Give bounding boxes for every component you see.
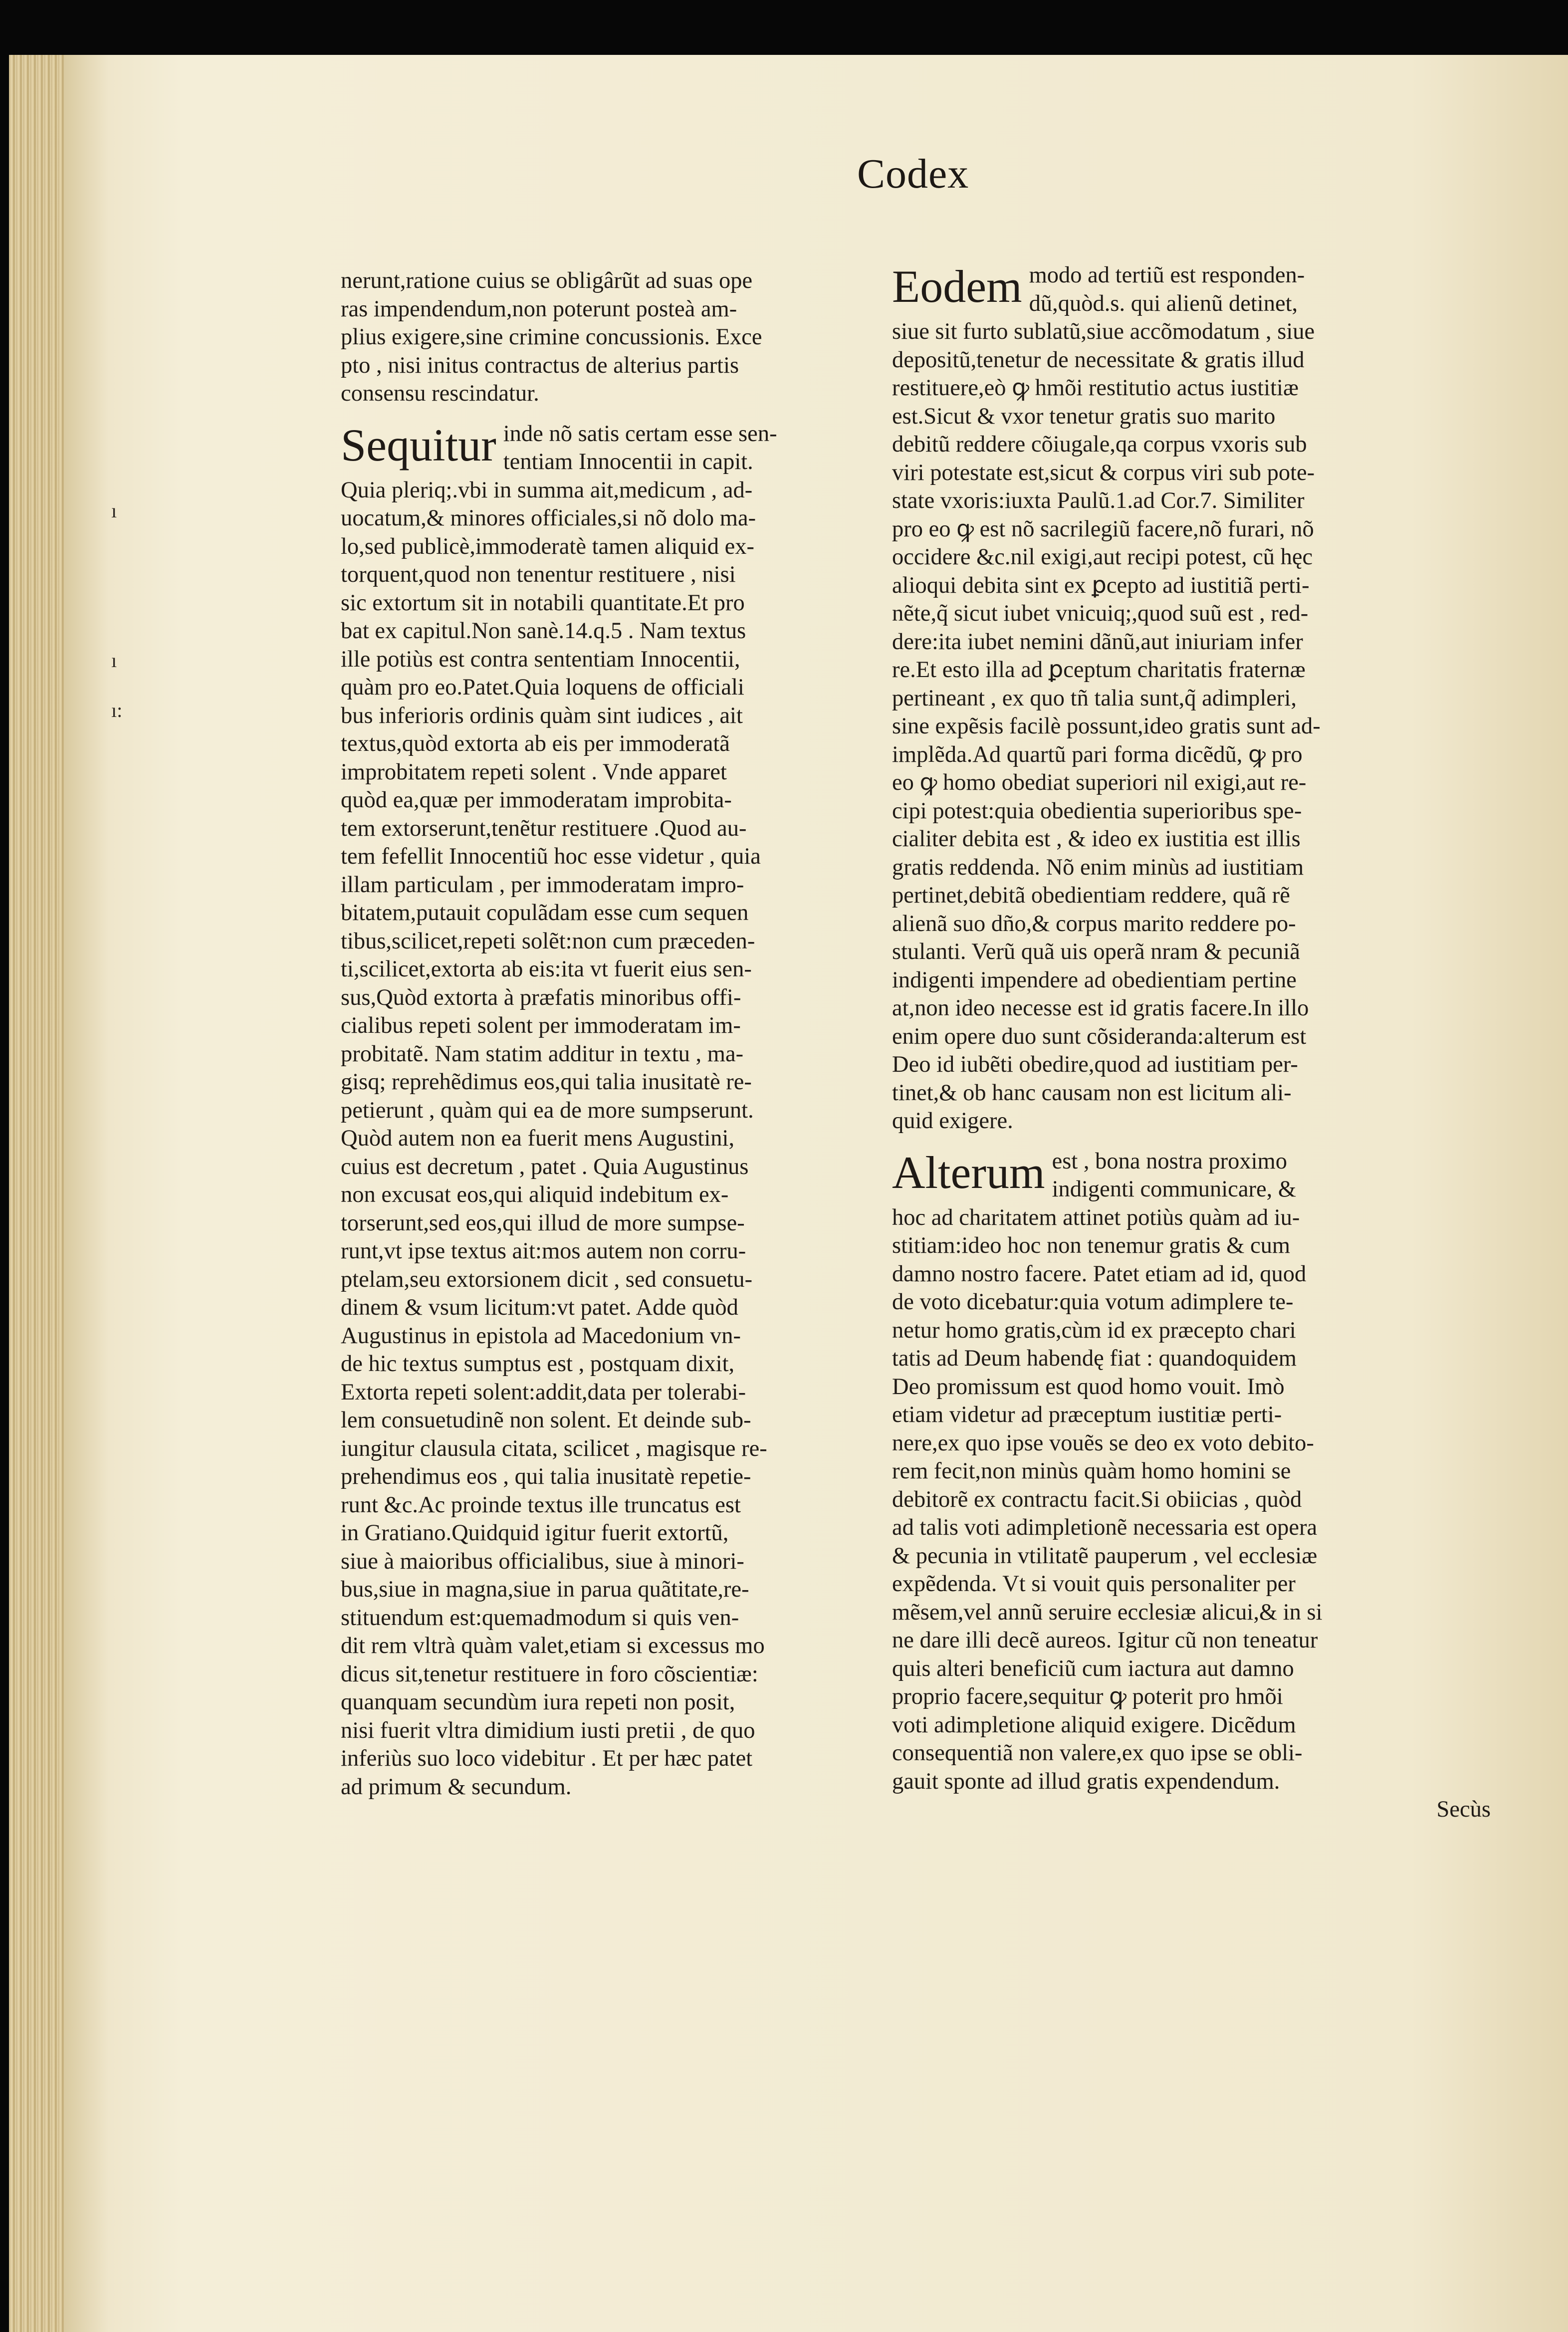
text-line: alienã suo dño,& corpus marito reddere po- (892, 911, 1296, 936)
text-line: improbitatem repeti solent . Vnde apparet (341, 759, 727, 785)
text-line: debitũ reddere cõiugale,qa corpus vxoris sub (892, 432, 1307, 457)
text-line: cipi potest:quia obedientia superioribus spe- (892, 798, 1302, 824)
text-line: tatis ad Deum habendę fiat : quandoquidem (892, 1346, 1297, 1371)
text-line: & pecunia in vtilitatẽ pauperum , vel ecclesiæ (892, 1543, 1318, 1569)
margin-mark: ı (111, 499, 117, 522)
text-line: dicus sit,tenetur restituere in foro cõscientiæ: (341, 1661, 758, 1687)
text-line: cuius est decretum , patet . Quia Augustinus (341, 1154, 749, 1179)
text-line: cialibus repeti solent per immoderatam im- (341, 1013, 741, 1038)
eodem-head-lines (1029, 259, 1305, 318)
alterum-head-lines (1052, 1146, 1296, 1204)
text-line: siue à maioribus officialibus, siue à minori- (341, 1548, 744, 1574)
text-line: voti adimpletione aliquid exigere. Dicẽdum (892, 1712, 1296, 1738)
text-line: illam particulam , per immoderatam impro- (341, 872, 744, 898)
left-text-block-2 (341, 476, 912, 1802)
text-line: Quòd autem non ea fuerit mens Augustini, (341, 1126, 735, 1151)
text-line: uocatum,& minores officiales,si nõ dolo ma- (341, 505, 756, 531)
text-line: pertinet,debitã obedientiam reddere, quã rẽ (892, 883, 1290, 908)
text-line: tem fefellit Innocentiũ hoc esse videtur , quia (341, 844, 761, 869)
right-text-block-2 (892, 1204, 1501, 1796)
text-line: consensu rescindatur. (341, 381, 539, 406)
text-line: nerunt,ratione cuius se obligârũt ad suas ope (341, 268, 753, 293)
text-line: textus,quòd extorta ab eis per immoderatã (341, 731, 730, 756)
text-line: sic extortum sit in notabili quantitate.Et pro (341, 590, 745, 616)
text-line: tinet,& ob hanc causam non est licitum ali- (892, 1080, 1292, 1106)
text-line: netur homo gratis,cùm id ex præcepto chari (892, 1317, 1296, 1343)
text-line: damno nostro facere. Patet etiam ad id, quod (892, 1261, 1307, 1287)
text-line: dere:ita iubet nemini dãnũ,aut iniuriam infer (892, 629, 1303, 655)
text-line: bitatem,putauit copulãdam esse cum sequen (341, 900, 749, 926)
text-line: nẽte,q̃ sicut iubet vnicuiq;,quod suũ est , red- (892, 601, 1309, 626)
text-line: indigenti communicare, & (1052, 1176, 1297, 1202)
text-line: Quia pleriq;.vbi in summa ait,medicum , ad- (341, 477, 753, 503)
margin-mark: ı (111, 649, 117, 672)
text-line: est.Sicut & vxor tenetur gratis suo marito (892, 403, 1276, 429)
text-line: dũ,quòd.s. qui alienũ detinet, (1029, 290, 1298, 316)
text-line: petierunt , quàm qui ea de more sumpserunt. (341, 1097, 754, 1123)
text-line: gisq; reprehẽdimus eos,qui talia inusitatè re- (341, 1069, 752, 1095)
text-line: Deo id iubẽti obedire,quod ad iustitiam per- (892, 1052, 1298, 1077)
text-line: indigenti impendere ad obedientiam pertine (892, 967, 1297, 993)
text-line: probitatẽ. Nam statim additur in textu , ma- (341, 1041, 744, 1067)
page-edges (9, 55, 69, 2332)
text-line: restituere,eò ꝙ hmõi restitutio actus iustitiæ (892, 375, 1299, 401)
text-line: debitorẽ ex contractu facit.Si obiicias , quòd (892, 1486, 1302, 1512)
sequitur-head-lines (503, 418, 777, 476)
text-line: ptelam,seu extorsionem dicit , sed consuetu- (341, 1266, 753, 1292)
text-line: state vxoris:iuxta Paulũ.1.ad Cor.7. Similiter (892, 488, 1305, 513)
text-line: lo,sed publicè,immoderatè tamen aliquid ex- (341, 533, 754, 559)
text-line: etiam videtur ad præceptum iustitiæ perti- (892, 1402, 1282, 1427)
text-line: mẽsem,vel annũ seruire ecclesiæ alicui,& in si (892, 1599, 1323, 1625)
text-line: quid exigere. (892, 1108, 1013, 1134)
text-line: re.Et esto illa ad ꝑceptum charitatis fraternæ (892, 657, 1306, 683)
text-line: alioqui debita sint ex ꝑcepto ad iustitiã perti- (892, 572, 1310, 598)
text-line: Augustinus in epistola ad Macedonium vn- (341, 1323, 741, 1349)
text-line: runt &c.Ac proinde textus ille truncatus est (341, 1492, 741, 1518)
text-line: stitiam:ideo hoc non tenemur gratis & cum (892, 1233, 1291, 1258)
text-line: inde nõ satis certam esse sen- (503, 421, 777, 447)
right-text-block-1 (892, 318, 1501, 1136)
text-line: consequentiã non valere,ex quo ipse se obli- (892, 1740, 1303, 1766)
text-line: quanquam secundùm iura repeti non posit, (341, 1689, 735, 1715)
text-line: torquent,quod non tenentur restituere , nisi (341, 562, 736, 587)
initial-word-eodem: Eodem (892, 261, 1022, 312)
margin-mark: ı: (111, 699, 123, 721)
text-line: ille potiùs est contra sententiam Innocentii, (341, 646, 740, 672)
text-line: enim opere duo sunt cõsideranda:alterum est (892, 1023, 1307, 1049)
text-line: ad primum & secundum. (341, 1774, 572, 1800)
text-line: occidere &c.nil exigi,aut recipi potest, cũ hęc (892, 544, 1313, 570)
text-line: stituendum est:quemadmodum si quis ven- (341, 1605, 739, 1631)
paragraph-alterum (892, 1146, 1501, 1204)
text-line: quàm pro eo.Patet.Quia loquens de officiali (341, 675, 744, 700)
catchword: Secùs (1436, 1797, 1491, 1822)
text-line: quòd ea,quæ per immoderatam improbita- (341, 787, 732, 813)
text-line: rem fecit,non minùs quàm homo homini se (892, 1458, 1291, 1484)
text-line: bus inferioris ordinis quàm sint iudices , ait (341, 702, 743, 728)
text-line: de voto dicebatur:quia votum adimplere te- (892, 1289, 1294, 1315)
text-line: hoc ad charitatem attinet potiùs quàm ad iu- (892, 1204, 1300, 1230)
text-line: tentiam Innocentii in capit. (503, 449, 753, 474)
text-line: implẽda.Ad quartũ pari forma dicẽdũ, ꝙ pro (892, 741, 1303, 767)
text-line: at,non ideo necesse est id gratis facere.In illo (892, 995, 1309, 1021)
text-line: ad talis voti adimpletionẽ necessaria est opera (892, 1515, 1318, 1540)
text-line: runt,vt ipse textus ait:mos autem non corru- (341, 1238, 746, 1264)
text-line: lem consuetudinẽ non solent. Et deinde sub- (341, 1407, 751, 1433)
text-line: viri potestate est,sicut & corpus viri sub pote- (892, 460, 1315, 485)
paragraph-eodem (892, 259, 1501, 318)
text-line: tem extorserunt,tenẽtur restituere .Quod au- (341, 815, 747, 841)
running-header: Codex (857, 151, 969, 197)
text-line: expẽdenda. Vt si vouit quis personaliter per (892, 1571, 1296, 1597)
text-line: quis alteri beneficiũ cum iactura aut damno (892, 1655, 1294, 1681)
text-line: ne dare illi decẽ aureos. Igitur cũ non teneatur (892, 1628, 1318, 1653)
text-line: bus,siue in magna,siue in parua quãtitate,re- (341, 1577, 749, 1602)
text-line: sus,Quòd extorta à præfatis minoribus offi- (341, 984, 741, 1010)
text-line: eo ꝙ homo obediat superiori nil exigi,aut re- (892, 770, 1307, 795)
text-line: nere,ex quo ipse vouẽs se deo ex voto debito- (892, 1430, 1314, 1456)
text-line: nisi fuerit vltra dimidium iusti pretii , de quo (341, 1717, 755, 1743)
text-line: ras impendendum,non poterunt posteà am- (341, 296, 737, 322)
initial-word-alterum: Alterum (892, 1147, 1045, 1198)
initial-word-sequitur: Sequitur (341, 419, 496, 470)
text-line: proprio facere,sequitur ꝙ poterit pro hmõi (892, 1684, 1283, 1709)
left-text-block-1 (341, 267, 912, 408)
right-column (892, 259, 1501, 1824)
text-line: stulanti. Verũ quã uis operã nram & pecuniã (892, 939, 1300, 964)
text-line: tibus,scilicet,repeti solẽt:non cum præceden- (341, 928, 755, 954)
text-line: sine expẽsis facilè possunt,ideo gratis sunt ad- (892, 713, 1321, 739)
page-surface (64, 55, 1568, 2332)
text-line: cialiter debita est , & ideo ex iustitia est illis (892, 826, 1301, 852)
text-line: est , bona nostra proximo (1052, 1148, 1287, 1174)
text-line: pertineant , ex quo tñ talia sunt,q̃ adimpleri, (892, 685, 1297, 711)
text-line: siue sit furto sublatũ,siue accõmodatum , siue (892, 319, 1315, 344)
text-line: Extorta repeti solent:addit,data per tolerabi- (341, 1379, 746, 1405)
text-line: dinem & vsum licitum:vt patet. Adde quòd (341, 1295, 738, 1320)
text-line: prehendimus eos , qui talia inusitatè repetie- (341, 1464, 751, 1489)
book-page (9, 55, 1568, 2332)
text-line: inferiùs suo loco videbitur . Et per hæc patet (341, 1746, 753, 1771)
text-line: pto , nisi initus contractus de alterius partis (341, 352, 739, 378)
left-column (341, 267, 912, 1801)
text-line: in Gratiano.Quidquid igitur fuerit extortũ, (341, 1520, 729, 1546)
text-line: gratis reddenda. Nõ enim minùs ad iustitiam (892, 854, 1304, 880)
text-line: gauit sponte ad illud gratis expendendum. (892, 1768, 1280, 1794)
text-line: iungitur clausula citata, scilicet , magisque re- (341, 1435, 767, 1461)
text-line: ti,scilicet,extorta ab eis:ita vt fuerit eius sen- (341, 956, 752, 982)
text-line: dit rem vltrà quàm valet,etiam si excessus mo (341, 1633, 765, 1658)
text-line: non excusat eos,qui aliquid indebitum ex- (341, 1182, 729, 1207)
paragraph-sequitur (341, 418, 912, 476)
text-line: modo ad tertiũ est responden- (1029, 262, 1305, 288)
text-line: depositũ,tenetur de necessitate & gratis illud (892, 347, 1305, 373)
text-line: pro eo ꝙ est nõ sacrilegiũ facere,nõ furari, nõ (892, 516, 1314, 542)
text-line: torserunt,sed eos,qui illud de more sumpse- (341, 1210, 745, 1236)
text-line: plius exigere,sine crimine concussionis. Exce (341, 324, 762, 350)
text-line: bat ex capitul.Non sanè.14.q.5 . Nam textus (341, 618, 746, 644)
text-line: Deo promissum est quod homo vouit. Imò (892, 1374, 1285, 1399)
text-line: de hic textus sumptus est , postquam dixit, (341, 1351, 735, 1377)
